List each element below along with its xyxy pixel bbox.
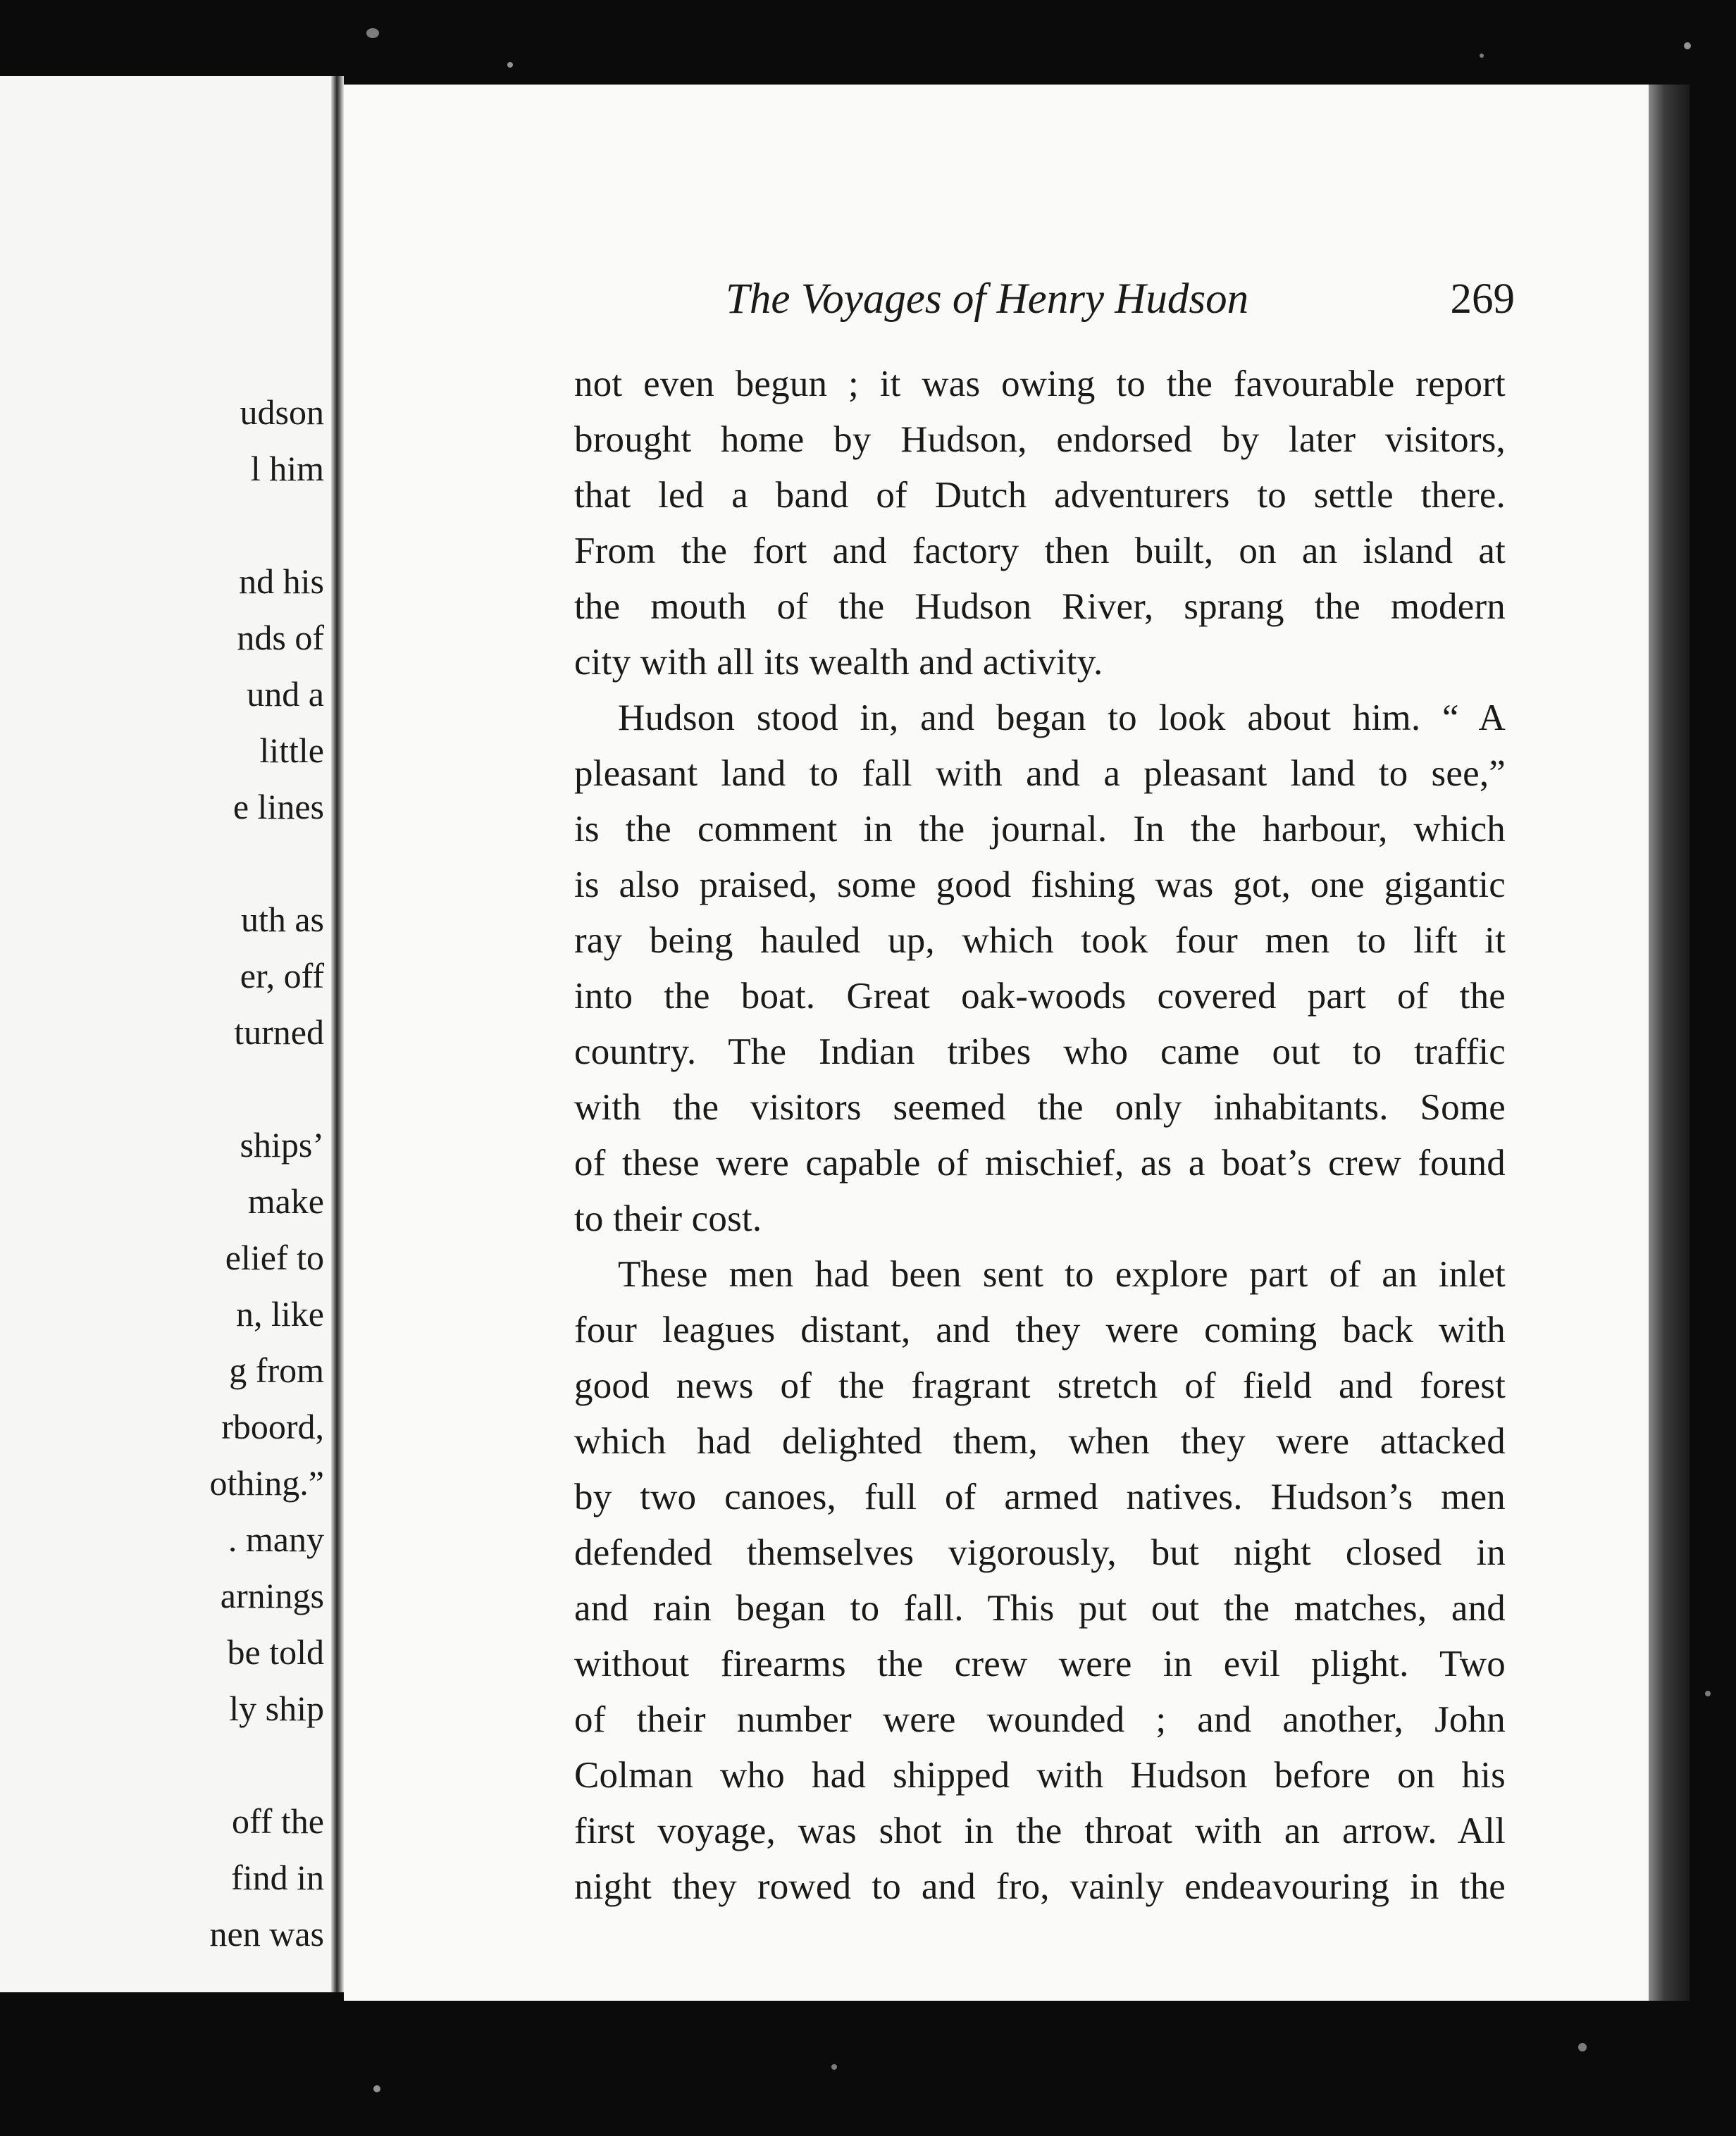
left-line: n, like (236, 1294, 324, 1334)
left-line: little (259, 731, 324, 770)
text-line: ray being hauled up, which took four men to lift it (574, 920, 1506, 961)
left-line: find in (231, 1858, 324, 1897)
text-line: country. The Indian tribes who came out to traffic (574, 1031, 1506, 1072)
left-line: und a (247, 674, 324, 714)
text-line: with the visitors seemed the only inhabitants. Some (574, 1087, 1506, 1128)
book-gutter (331, 76, 344, 1992)
text-line: night they rowed to and fro, vainly endeavouring in the (574, 1866, 1506, 1907)
left-line: nds of (237, 618, 324, 657)
text-line: pleasant land to fall with and a pleasant land to see,” (574, 753, 1506, 794)
left-line: er, off (240, 956, 324, 995)
page-edge (1649, 85, 1690, 2001)
left-line: arnings (220, 1576, 324, 1615)
scan-speck (1578, 2043, 1587, 2051)
text-line: by two canoes, full of armed natives. Hudson’s men (574, 1477, 1506, 1517)
running-title: The Voyages of Henry Hudson (726, 275, 1249, 323)
text-line: Hudson stood in, and began to look about him. “ A (618, 697, 1506, 738)
text-line: city with all its wealth and activity. (574, 642, 1103, 683)
text-line: is the comment in the journal. In the harbour, which (574, 809, 1506, 850)
left-line: make (247, 1181, 324, 1221)
left-line: g from (229, 1350, 324, 1390)
scan-speck (1684, 42, 1691, 49)
left-line: ships’ (240, 1125, 324, 1165)
left-line: rboord, (221, 1407, 324, 1446)
left-line: othing.” (209, 1463, 324, 1503)
text-line: From the fort and factory then built, on an island at (574, 530, 1506, 571)
text-line: without firearms the crew were in evil plight. Two (574, 1644, 1506, 1684)
left-line: turned (234, 1012, 324, 1052)
left-line: e lines (232, 787, 324, 826)
running-head (726, 275, 1515, 331)
left-line: be told (227, 1632, 324, 1672)
scan-speck (366, 28, 379, 38)
text-line: not even begun ; it was owing to the favourable report (574, 364, 1506, 404)
scan-speck (1480, 54, 1484, 58)
text-line: Colman who had shipped with Hudson before on his (574, 1755, 1506, 1796)
text-line: to their cost. (574, 1198, 762, 1239)
text-line: of these were capable of mischief, as a boat’s crew found (574, 1143, 1506, 1184)
scan-speck (1705, 1691, 1711, 1696)
left-line: uth as (240, 900, 324, 939)
left-line: elief to (225, 1238, 324, 1277)
text-line: the mouth of the Hudson River, sprang the modern (574, 586, 1506, 627)
text-line: is also praised, some good fishing was got, one gigantic (574, 864, 1506, 905)
text-line: These men had been sent to explore part of an inlet (618, 1254, 1506, 1295)
text-line: and rain began to fall. This put out the matches, and (574, 1588, 1506, 1629)
left-line: udson (240, 392, 324, 432)
left-line: nen was (209, 1914, 324, 1954)
text-line: into the boat. Great oak-woods covered part of the (574, 976, 1506, 1017)
page-number: 269 (1450, 275, 1515, 323)
text-line: four leagues distant, and they were coming back with (574, 1310, 1506, 1350)
scan-speck (507, 62, 513, 68)
text-line: first voyage, was shot in the throat with an arrow. All (574, 1811, 1506, 1851)
left-line: ly ship (229, 1689, 324, 1728)
left-page (0, 76, 337, 1992)
scan-speck (831, 2064, 837, 2070)
text-line: defended themselves vigorously, but night closed in (574, 1532, 1506, 1573)
text-line: which had delighted them, when they were attacked (574, 1421, 1506, 1462)
text-line: good news of the fragrant stretch of field and forest (574, 1365, 1506, 1406)
text-line: brought home by Hudson, endorsed by later visitors, (574, 419, 1506, 460)
left-line: off the (232, 1801, 324, 1841)
left-line: . many (228, 1520, 324, 1559)
text-line: that led a band of Dutch adventurers to settle there. (574, 475, 1506, 516)
left-line: l him (250, 449, 324, 488)
left-line: nd his (239, 561, 324, 601)
text-line: of their number were wounded ; and another, John (574, 1699, 1506, 1740)
scan-speck (373, 2085, 380, 2092)
